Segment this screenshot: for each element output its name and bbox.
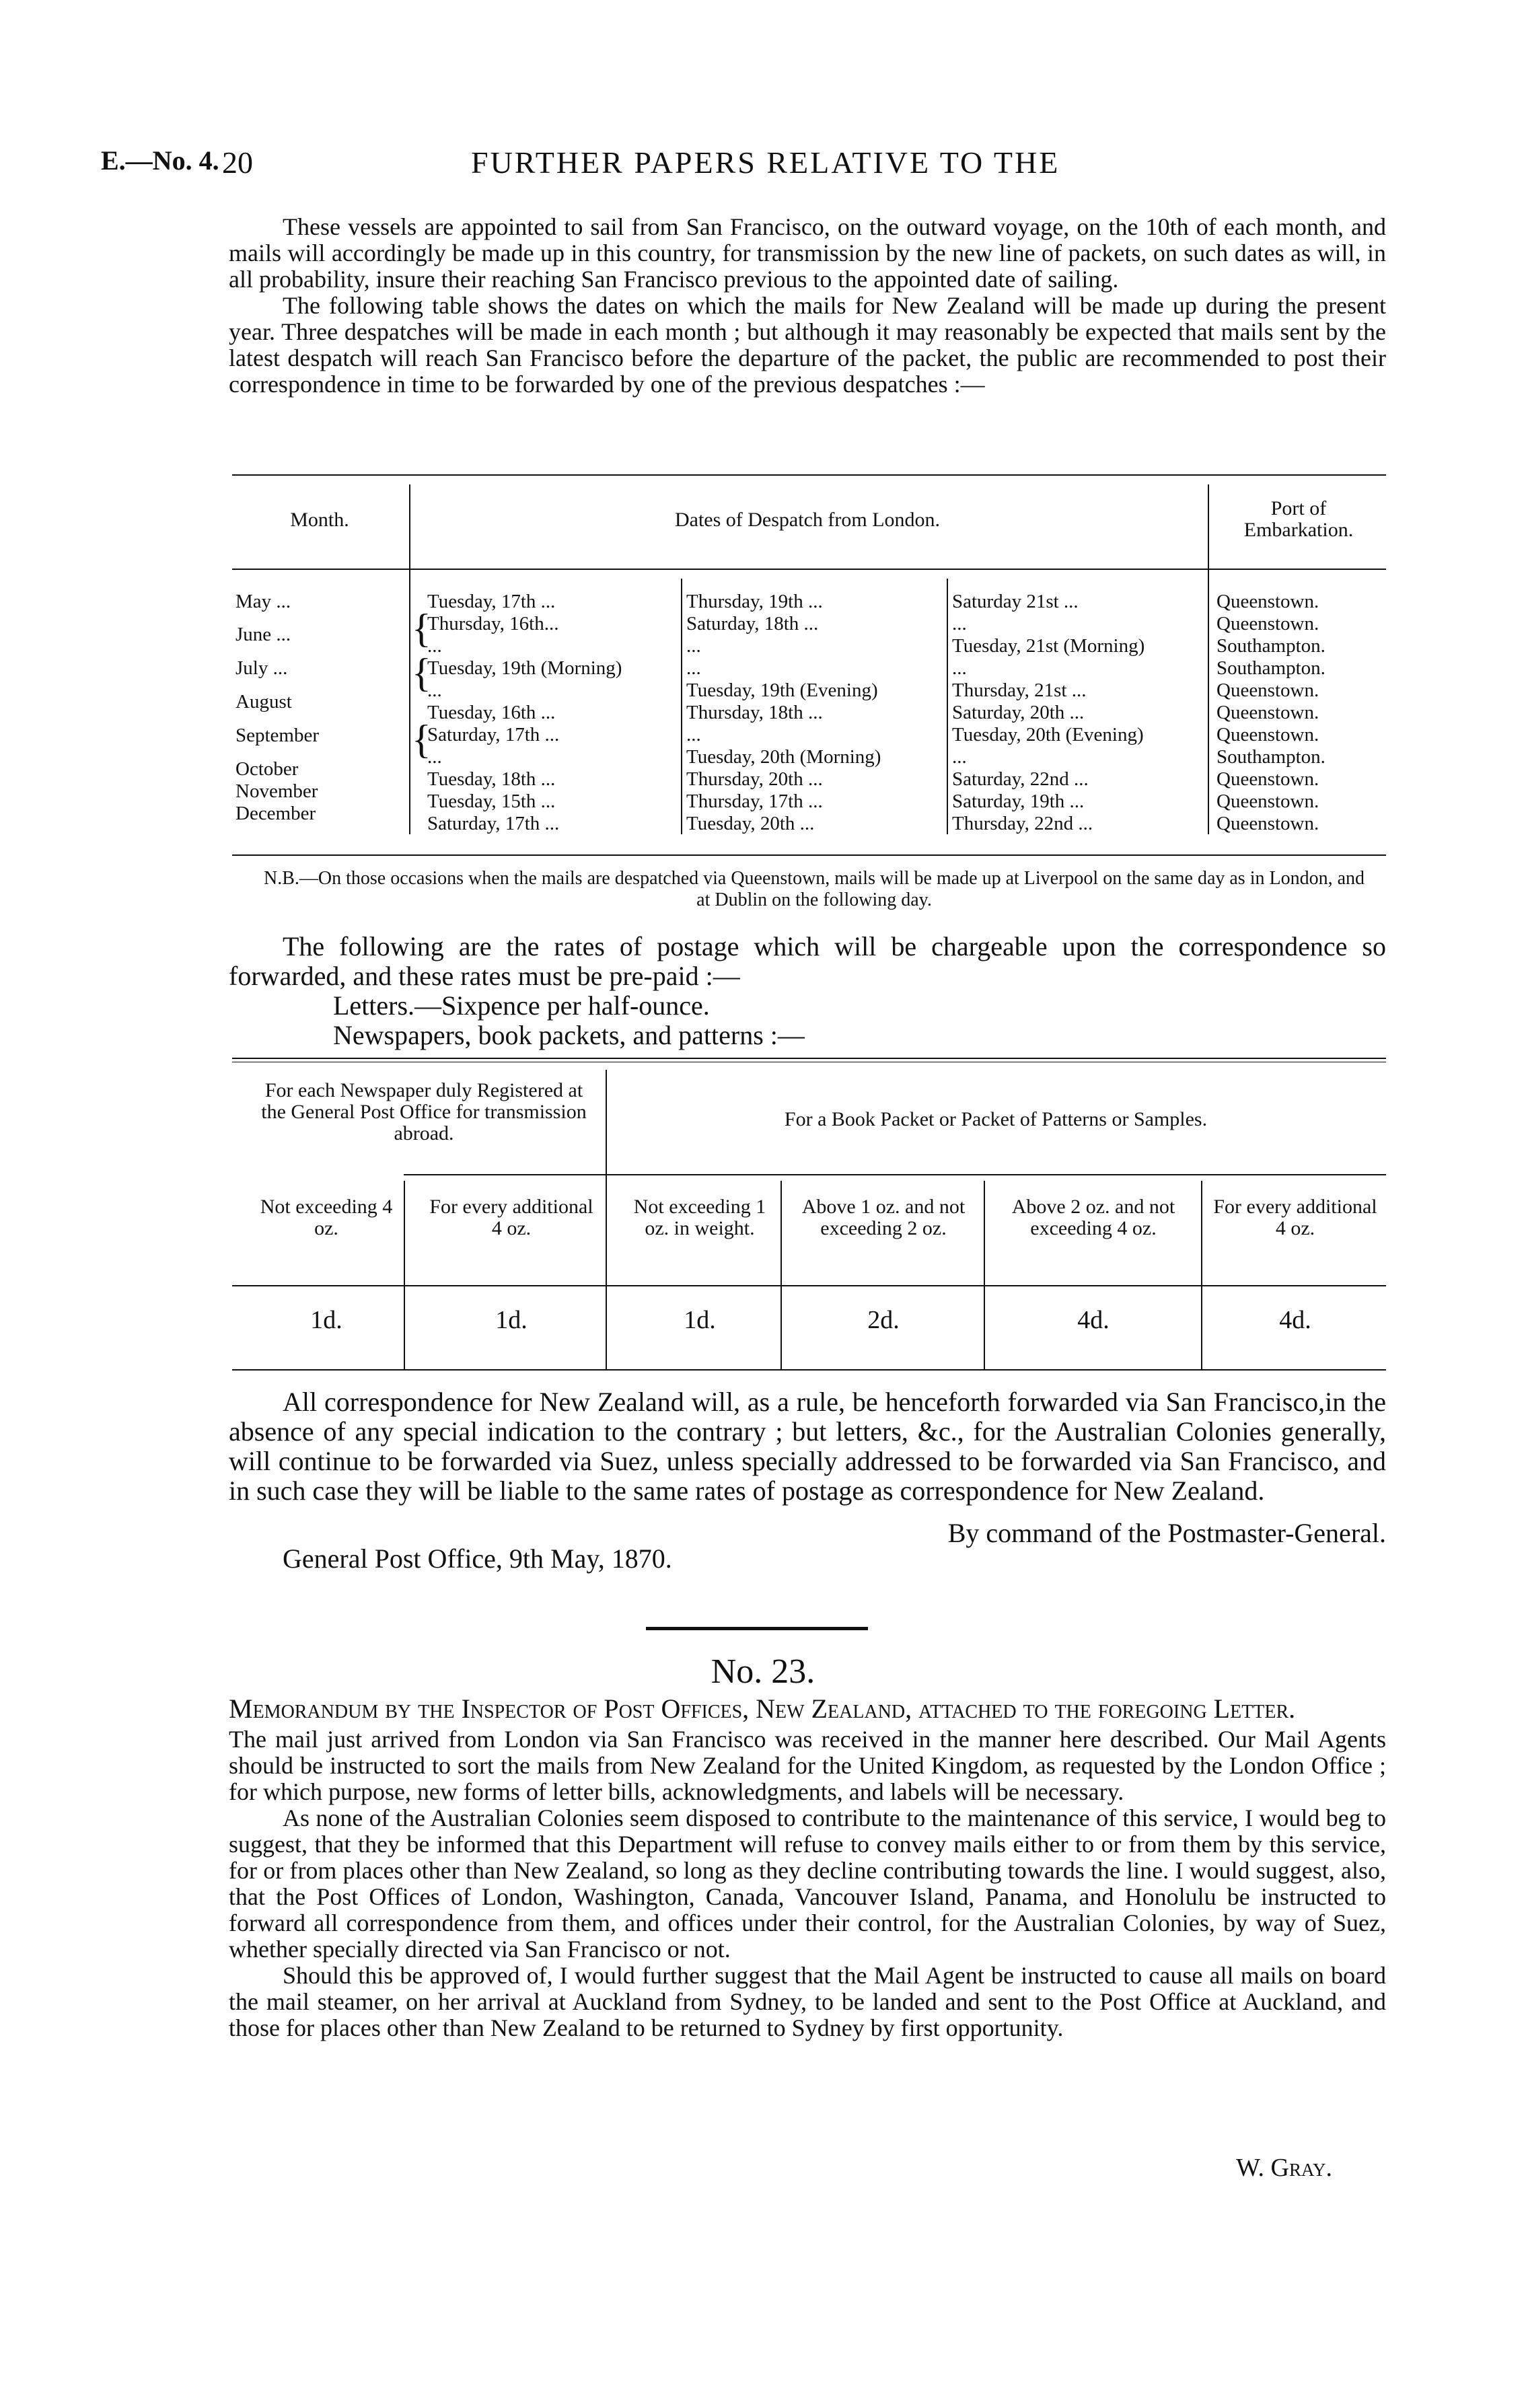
- date-cell: ...: [427, 746, 442, 768]
- dates-header: Dates of Despatch from London.: [674, 509, 941, 531]
- date-cell: Tuesday, 19th (Evening): [686, 680, 878, 701]
- month-cell: December: [235, 803, 316, 824]
- intro-paragraph-1: These vessels are appointed to sail from San Francisco, on the outward voyage, on the 10th of each month, and mails will accordingly be made up in this country, for transmission by the new line of packets, on such dates as will, in all probability, insure their reaching San Francisco previous to the appointed date of sailing.: [229, 213, 1386, 293]
- table-top-rule: [232, 474, 1386, 476]
- date-cell: Tuesday, 20th (Morning): [686, 746, 881, 768]
- date-cell: Saturday, 18th ...: [686, 613, 819, 634]
- memo-paragraph-1: The mail just arrived from London via San Francisco was received in the manner here described. Our Mail Agents should be instructed to sort the mails from New Zealand for the United Kingdom, as requested by the London Office ; for which purpose, new forms of letter bills, acknowledgments, and labels will be necessary.: [229, 1726, 1386, 1805]
- month-cell: November: [235, 780, 318, 802]
- brace-july: {: [412, 651, 431, 695]
- port-cell: Southampton.: [1216, 635, 1325, 657]
- month-cell: July ...: [235, 657, 288, 679]
- date-cell: Thursday, 16th...: [427, 613, 559, 634]
- intro-section: [229, 214, 1386, 398]
- date-cell: Tuesday, 20th (Evening): [952, 724, 1144, 745]
- column-divider: [947, 579, 948, 834]
- date-cell: Thursday, 18th ...: [686, 702, 823, 723]
- date-cell: Thursday, 20th ...: [686, 768, 823, 790]
- column-divider: [681, 579, 682, 834]
- column-divider: [780, 1181, 782, 1369]
- postage-bottom-rule: [232, 1369, 1386, 1371]
- date-cell: Thursday, 21st ...: [952, 680, 1087, 701]
- closing-section: [229, 1387, 1386, 1506]
- dates-column-1: [427, 591, 676, 835]
- date-cell: Tuesday, 18th ...: [427, 768, 556, 790]
- date-cell: Saturday, 17th ...: [427, 813, 560, 834]
- memo-heading: Memorandum by the Inspector of Post Offices, New Zealand, attached to the foregoing Letter.: [229, 1693, 1296, 1724]
- column-divider: [984, 1181, 985, 1369]
- rates-intro: The following are the rates of postage which will be chargeable upon the correspondence so forwarded, and these rates must be pre-paid :—: [229, 931, 1386, 991]
- port-cell: Southampton.: [1216, 657, 1325, 679]
- rates-newspapers: Newspapers, book packets, and patterns :—: [333, 1020, 805, 1050]
- port-cell: Queenstown.: [1216, 613, 1319, 634]
- port-cell: Queenstown.: [1216, 768, 1319, 790]
- dates-column-3: [952, 591, 1206, 835]
- month-cell: October: [235, 758, 299, 780]
- date-cell: ...: [427, 680, 442, 701]
- rates-letters: Letters.—Sixpence per half-ounce.: [333, 990, 710, 1021]
- port-header: Port of Embarkation.: [1243, 497, 1354, 541]
- date-cell: Saturday, 22nd ...: [952, 768, 1089, 790]
- date-cell: Tuesday, 20th ...: [686, 813, 815, 834]
- column-header: For every additional 4 oz.: [1213, 1196, 1377, 1239]
- signoff-line: General Post Office, 9th May, 1870.: [283, 1543, 672, 1574]
- date-cell: ...: [686, 657, 701, 679]
- date-cell: Saturday, 17th ...: [427, 724, 560, 745]
- port-cell: Queenstown.: [1216, 724, 1319, 745]
- table-bottom-rule: [232, 854, 1386, 856]
- date-cell: Thursday, 19th ...: [686, 591, 823, 612]
- memo-paragraph-2: As none of the Australian Colonies seem disposed to contribute to the maintenance of this service, I would beg to suggest, that they be informed that this Department will refuse to convey mails either to or from them by this service, for or from places other than New Zealand, so long as they decline contributing towards the line. I would suggest, also, that the Post Offices of London, Washington, Canada, Vancouver Island, Panama, and Honolulu be instructed to forward all correspondence from them, and offices under their control, for the Australian Colonies, by way of Suez, whether specially directed via San Francisco or not.: [229, 1804, 1386, 1963]
- rate-value: 4d.: [1077, 1306, 1110, 1334]
- rate-value: 1d.: [495, 1306, 528, 1334]
- port-cell: Queenstown.: [1216, 791, 1319, 812]
- rate-value: 4d.: [1279, 1306, 1311, 1334]
- month-cell: August: [235, 691, 292, 713]
- rate-value: 1d.: [310, 1306, 342, 1334]
- nb-note: N.B.—On those occasions when the mails are despatched via Queenstown, mails will be made up at Liverpool on the same day as in London, and at Dublin on the following day.: [263, 868, 1365, 910]
- date-cell: ...: [686, 724, 701, 745]
- date-cell: Tuesday, 15th ...: [427, 791, 556, 812]
- port-column: [1216, 591, 1385, 835]
- dates-column-2: [686, 591, 942, 835]
- memo-section: [229, 1694, 1386, 2041]
- postage-top-rule: [232, 1058, 1386, 1059]
- date-cell: Thursday, 22nd ...: [952, 813, 1093, 834]
- date-cell: Tuesday, 21st (Morning): [952, 635, 1145, 657]
- column-header: Not exceeding 4 oz.: [260, 1196, 393, 1239]
- month-cell: June ...: [235, 624, 291, 645]
- month-cell: May ...: [235, 591, 291, 612]
- rate-value: 1d.: [684, 1306, 716, 1334]
- column-header: Above 2 oz. and not exceeding 4 oz.: [1011, 1196, 1175, 1239]
- command-line: By command of the Postmaster-General.: [947, 1518, 1386, 1548]
- month-cell: September: [235, 725, 320, 746]
- column-header: Not exceeding 1 oz. in weight.: [633, 1196, 766, 1239]
- date-cell: Saturday, 20th ...: [952, 702, 1085, 723]
- table-header-rule: [232, 569, 1386, 570]
- port-cell: Queenstown.: [1216, 680, 1319, 701]
- newspaper-group-header: For each Newspaper duly Registered at the General Post Office for transmission abroad.: [261, 1079, 587, 1144]
- column-header: For every additional 4 oz.: [429, 1196, 593, 1239]
- date-cell: Tuesday, 17th ...: [427, 591, 556, 612]
- postage-header-rule: [404, 1174, 1386, 1175]
- closing-paragraph: All correspondence for New Zealand will, as a rule, be henceforth forwarded via San Francisco,in the absence of any special indication to the contrary ; but letters, &c., for the Australian Colonies generally, will continue to be forwarded via Suez, unless specially addressed to be forwarded via San Francisco, and in such case they will be liable to the same rates of postage as correspondence for New Zealand.: [229, 1387, 1386, 1506]
- running-title: FURTHER PAPERS RELATIVE TO THE: [471, 145, 1060, 180]
- book-packet-group-header: For a Book Packet or Packet of Patterns or Samples.: [784, 1108, 1208, 1130]
- brace-june: {: [412, 606, 431, 651]
- month-column: [235, 591, 400, 825]
- date-cell: ...: [952, 746, 967, 768]
- memo-number: No. 23.: [711, 1652, 815, 1691]
- intro-paragraph-2: The following table shows the dates on which the mails for New Zealand will be made up during the present year. Three despatches will be made in each month ; but although it may reasonably be expected that mails sent by the latest despatch will reach San Francisco before the departure of the packet, the public are recommended to post their correspondence in time to be forwarded by one of the previous despatches :—: [229, 292, 1386, 398]
- document-reference: E.—No. 4.: [101, 145, 219, 176]
- date-cell: ...: [952, 613, 967, 634]
- memo-signature: W. Gray.: [1236, 2154, 1332, 2182]
- date-cell: Thursday, 17th ...: [686, 791, 823, 812]
- column-divider: [1201, 1181, 1202, 1369]
- port-cell: Queenstown.: [1216, 813, 1319, 834]
- date-cell: Tuesday, 19th (Morning): [427, 657, 622, 679]
- postage-values-rule: [232, 1285, 1386, 1286]
- page-header: [0, 145, 1526, 185]
- month-header: Month.: [290, 509, 349, 531]
- memo-paragraph-3: Should this be approved of, I would further suggest that the Mail Agent be instructed to cause all mails on board the mail steamer, on her arrival at Auckland from Sydney, to be landed and sent to the Post Office at Auckland, and those for places other than New Zealand to be returned to Sydney by first opportunity.: [229, 1962, 1386, 2041]
- date-cell: Saturday, 19th ...: [952, 791, 1085, 812]
- date-cell: ...: [686, 635, 701, 657]
- date-cell: Saturday 21st ...: [952, 591, 1079, 612]
- group-divider: [606, 1070, 607, 1369]
- date-cell: ...: [427, 635, 442, 657]
- port-cell: Southampton.: [1216, 746, 1325, 768]
- column-divider: [409, 484, 410, 834]
- column-header: Above 1 oz. and not exceeding 2 oz.: [801, 1196, 966, 1239]
- section-divider: [646, 1627, 868, 1630]
- brace-september: {: [412, 717, 431, 762]
- date-cell: ...: [952, 657, 967, 679]
- rate-value: 2d.: [867, 1306, 900, 1334]
- page-number: 20: [222, 145, 253, 180]
- port-cell: Queenstown.: [1216, 591, 1319, 612]
- port-cell: Queenstown.: [1216, 702, 1319, 723]
- rates-section: [229, 932, 1386, 1050]
- column-divider: [404, 1181, 405, 1369]
- date-cell: Tuesday, 16th ...: [427, 702, 556, 723]
- column-divider: [1208, 484, 1209, 834]
